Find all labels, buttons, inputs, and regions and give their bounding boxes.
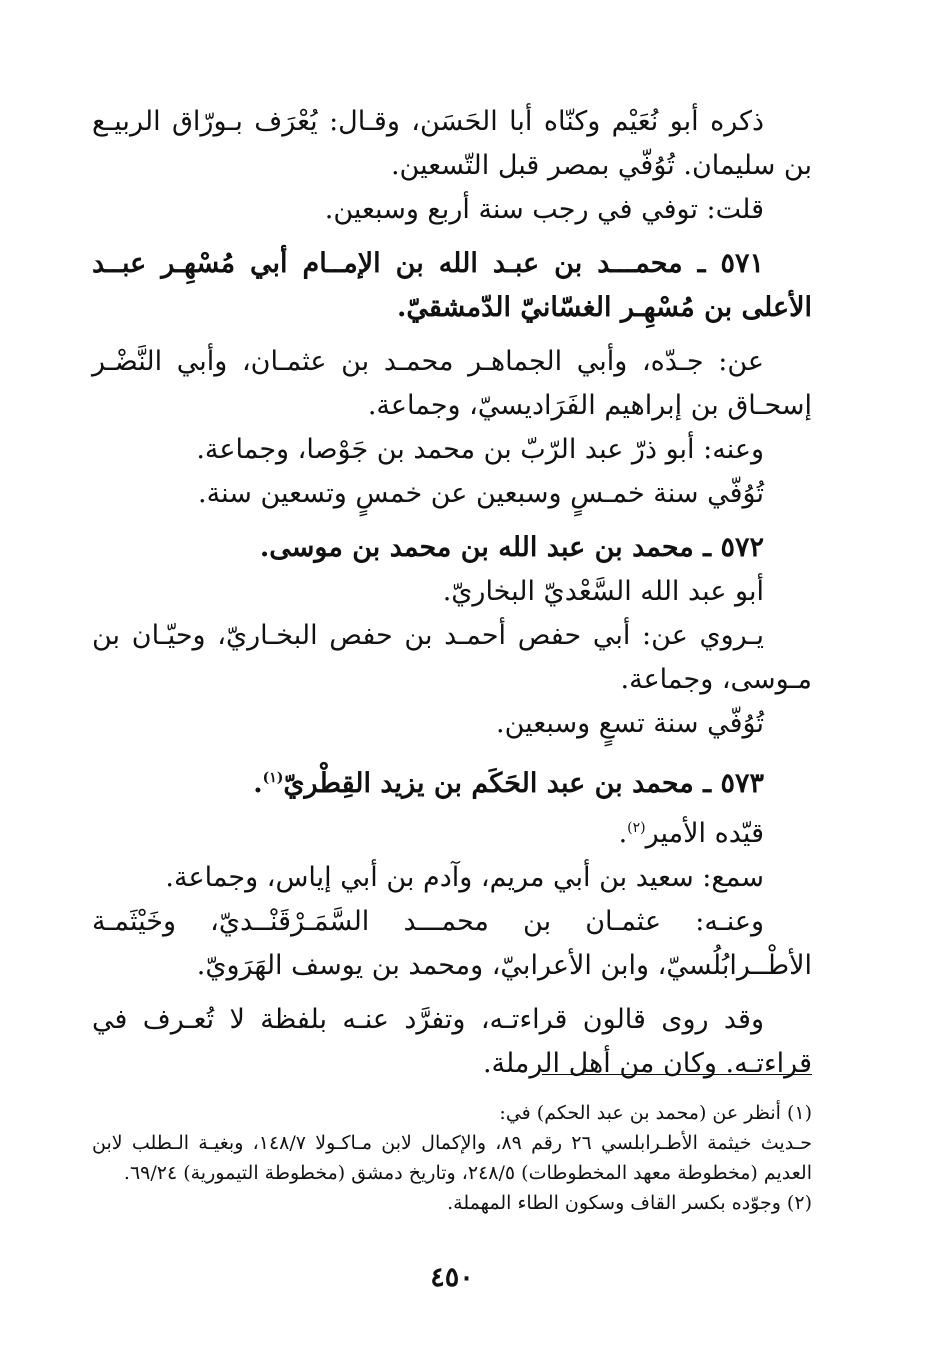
book-page (92, 100, 812, 1331)
footnote-ref-1[interactable]: (١) (262, 770, 284, 786)
entry-572-kunya: أبو عبد الله السَّعْديّ البخاريّ. (442, 576, 764, 607)
page-number: ٤٥٠ (430, 1262, 474, 1293)
entry-573-qaloun: وقد روى قالون قراءتـه، وتفرَّد عنـه بلفظة لا تُعـرف في قراءتـه. وكان من أهل الرملة. (92, 1004, 812, 1079)
footnote-ref-2[interactable]: (٢) (627, 820, 646, 836)
entry-573-narrated-by: وعنـه: عثمـان بن محمـــد السَّمَـرْقَنْــديّ، وخَيْثَمـة الأطْــرابُلُسيّ، وابن الأعرابيّ، ومحمد بن يوسف الهَرَويّ. (92, 906, 812, 981)
entry-573-heard: سمع: سعيد بن أبي مريم، وآدم بن أبي إياس، وجماعة. (165, 862, 764, 893)
paragraph-qultu: قلت: توفي في رجب سنة أربع وسبعين. (324, 194, 764, 225)
entry-573-heading (92, 756, 812, 806)
entry-571-heading: ٥٧١ ـ محمـــد بن عبـد الله بن الإمــام أبي مُسْهِـر عبــد الأعلى بن مُسْهِـر الغسّانيّ الدّمشقيّ. (92, 248, 812, 323)
footnote-1-text: حـديث خيثمة الأطـرابلسي ٢٦ رقم ٨٩، والإكمال لابن مـاكـولا ١٤٨/٧، وبغيـة الـطلب لابن العديم (مخطوطة معهد المخطوطات) ٢٤٨/٥، وتاريخ دمشق (مخطوطة التيمورية) ٦٩/٢٤. (92, 1132, 813, 1184)
footnotes (92, 1098, 812, 1218)
entry-572-narrates-from: يـروي عن: أبي حفص أحمـد بن حفص البخـاريّ، وحيّـان بن مـوسى، وجماعة. (92, 620, 812, 695)
footnote-1-label: (١) أنظر عن (محمد بن عبد الحكم) في: (499, 1102, 812, 1124)
paragraph-abu-nuaym: ذكره أبو نُعَيْم وكنّاه أبا الحَسَن، وقـال: يُعْرَف بـورّاق الربيـع بن سليمان. تُوُفّي بمصر قبل التّسعين. (92, 106, 812, 181)
entry-572-heading: ٥٧٢ ـ محمد بن عبد الله بن محمد بن موسى. (259, 532, 764, 563)
entry-573-qayyad (92, 806, 812, 856)
footnote-divider (542, 1074, 812, 1075)
entry-571-narrated-by: وعنه: أبو ذرّ عبد الرّبّ بن محمد بن جَوْصا، وجماعة. (196, 434, 764, 465)
entry-573-heading-period: . (253, 768, 263, 799)
entry-573-qayyad-period: . (618, 818, 628, 849)
entry-572-death: تُوُفّي سنة تسعٍ وسبعين. (496, 708, 764, 739)
entry-571-death: تُوُفّي سنة خمـسٍ وسبعين عن خمسٍ وتسعين سنة. (198, 478, 764, 509)
footnote-2-text: (٢) وجوّده بكسر القاف وسكون الطاء المهملة. (447, 1192, 812, 1214)
entry-573-heading-text: ٥٧٣ ـ محمد بن عبد الحَكَم بن يزيد القِطْريّ (283, 768, 764, 799)
entry-573-qayyad-text: قيّده الأمير (645, 818, 764, 849)
entry-571-narrates-from: عن: جـدّه، وأبي الجماهـر محمـد بن عثمـان، وأبي النَّضْـر إسحـاق بن إبراهيم الفَرَاديسيّ، وجماعة. (92, 346, 812, 421)
